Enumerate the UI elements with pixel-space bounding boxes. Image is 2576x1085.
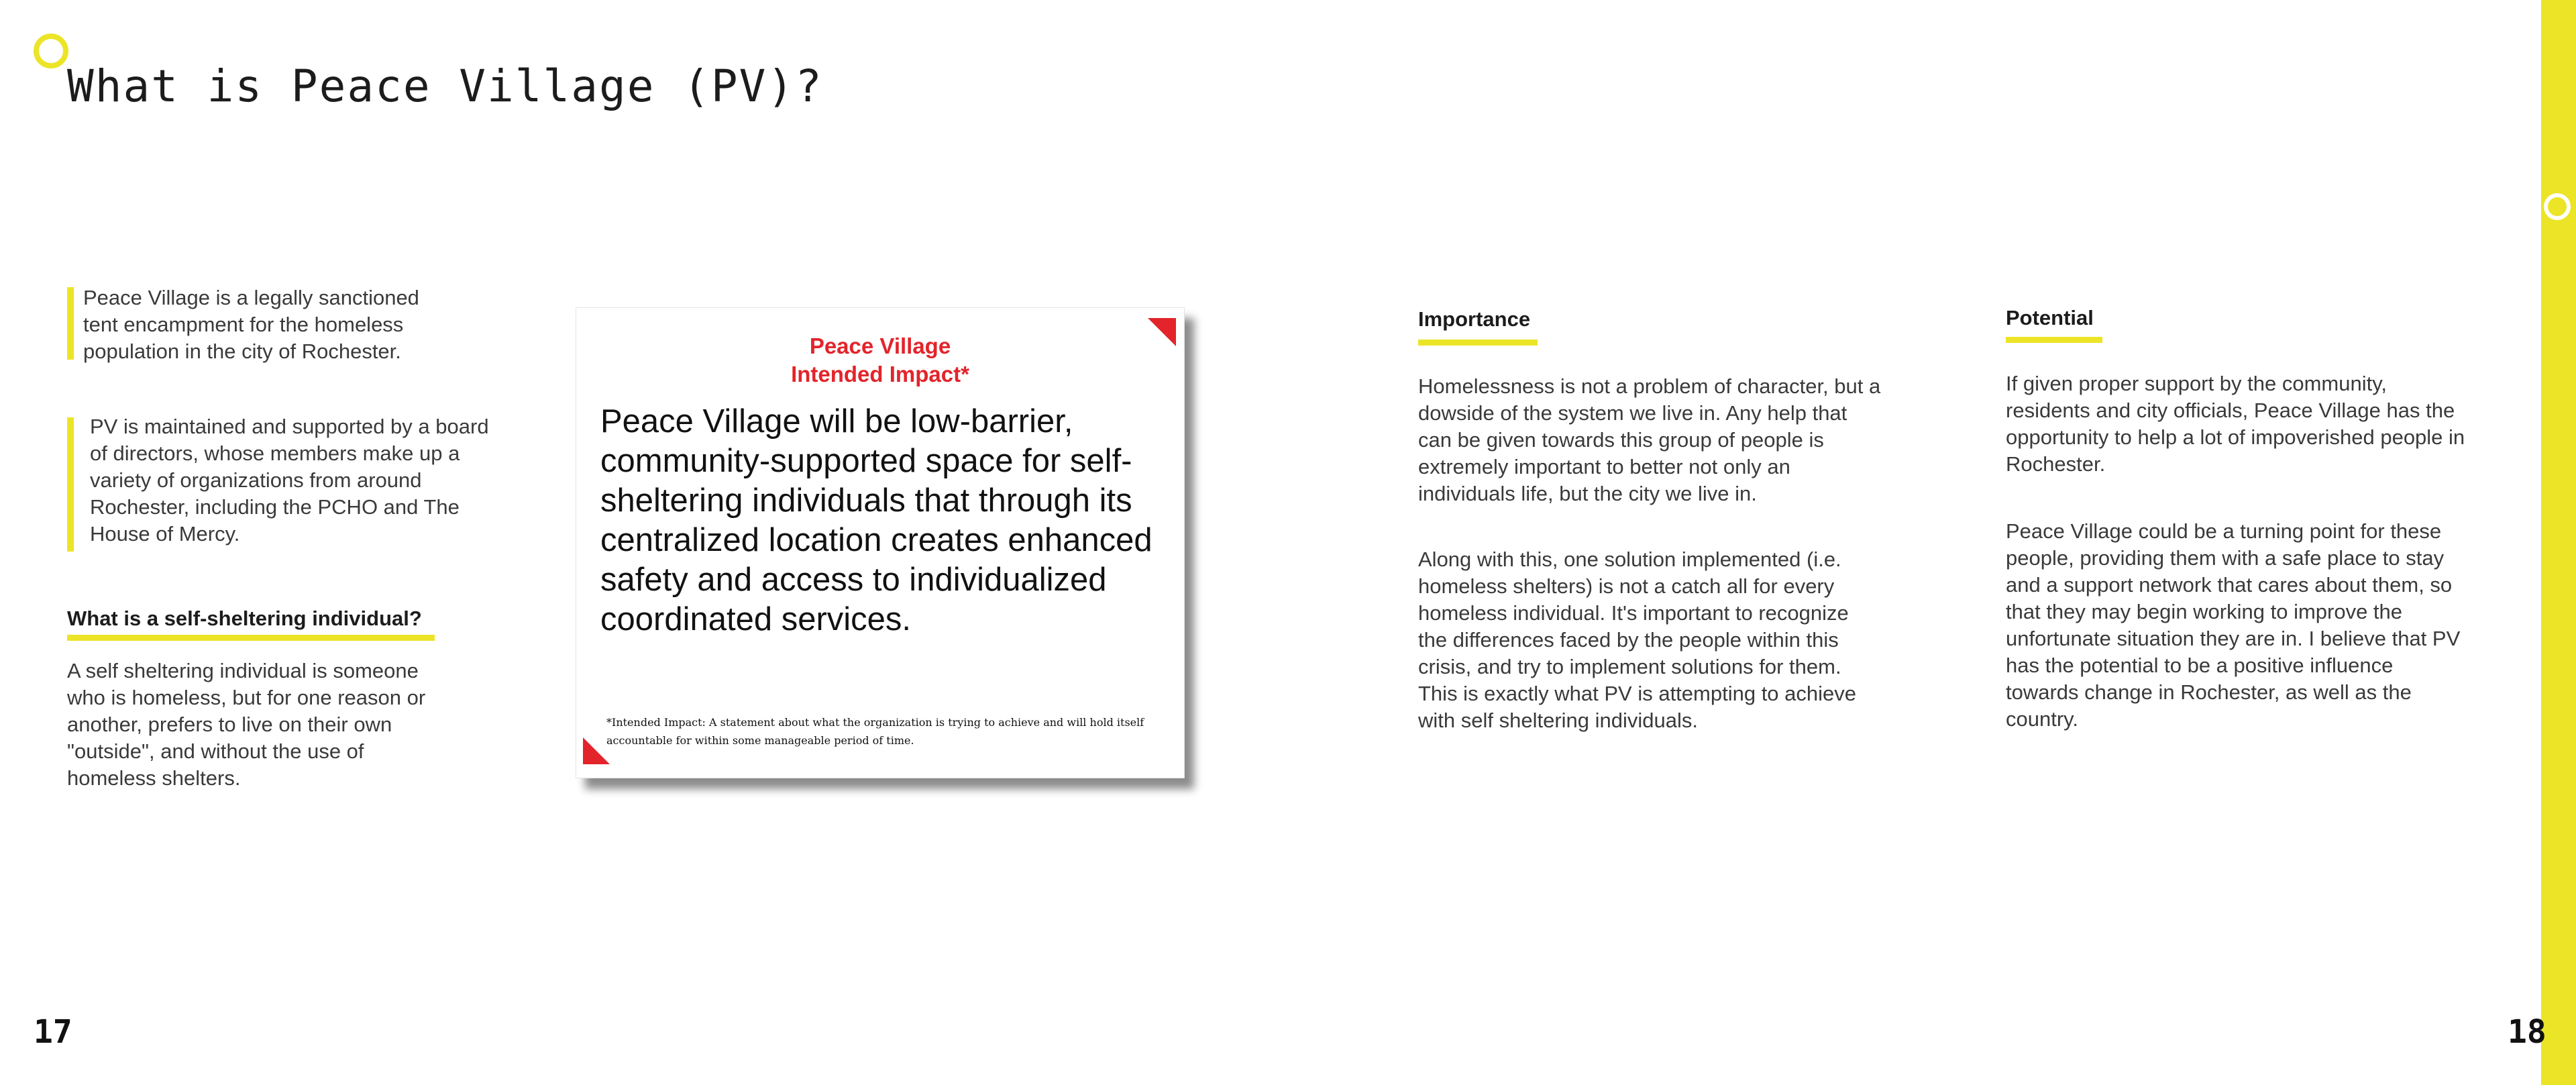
importance-paragraph-1: Homelessness is not a problem of character, but a dowside of the system we live in. Any help that can be given towards this group of people is extremely important to better not only an individuals life, but the city we live in. — [1418, 374, 1881, 505]
intro-paragraph: Peace Village is a legally sanctioned tent encampment for the homeless population in the city of Rochester. — [83, 286, 419, 363]
potential-paragraph-2: Peace Village could be a turning point for these people, providing them with a safe place to stay and a support network that cares about them, so that they may begin working to improve the unfortunate situation they are in. I believe that PV has the potential to be a positive influence towards change in Rochester, as well as the country. — [2006, 519, 2461, 731]
card-title — [576, 332, 1184, 389]
potential-heading: Potential — [2006, 306, 2094, 329]
card-title-line: Intended Impact* — [791, 362, 969, 386]
self-sheltering-definition: A self sheltering individual is someone who is homeless, but for one reason or another, prefers to live on their own "outside", and without the use of homeless shelters. — [67, 659, 426, 790]
yellow-ring-decoration — [34, 34, 68, 68]
impact-statement: Peace Village will be low-barrier, community-supported space for self-sheltering individuals that through its centralized location creates enhanced safety and access to individualized coordinated services. — [600, 403, 1152, 637]
red-corner-decoration — [583, 737, 610, 764]
page-number-left: 17 — [34, 1013, 72, 1051]
page-number-right: 18 — [2508, 1013, 2546, 1051]
importance-heading: Importance — [1418, 307, 1531, 331]
board-paragraph: PV is maintained and supported by a board of directors, whose members make up a variety of organizations from around Rochester, including the PCHO and The House of Mercy. — [90, 415, 489, 546]
heading-underline — [1418, 340, 1538, 346]
page-title: What is Peace Village (PV)? — [67, 60, 823, 112]
impact-footnote: *Intended Impact: A statement about what the organization is trying to achieve and will hold itself accountable for within some manageable period of time. — [606, 716, 1144, 747]
importance-paragraph-2: Along with this, one solution implemented (i.e. homeless shelters) is not a catch all for every homeless individual. It's important to recognize the differences faced by the people within this crisis, and try to implement solutions for them. This is exactly what PV is attempting to achieve with self sheltering individuals. — [1418, 548, 1857, 732]
self-sheltering-heading: What is a self-sheltering individual? — [67, 607, 422, 630]
yellow-edge-strip — [2541, 0, 2576, 1085]
accent-bar — [67, 287, 74, 360]
heading-underline — [67, 635, 435, 641]
potential-paragraph-1: If given proper support by the community, residents and city officials, Peace Village has the opportunity to help a lot of impoverished people in Rochester. — [2006, 372, 2465, 476]
white-ring-decoration — [2544, 193, 2571, 220]
heading-underline — [2006, 337, 2102, 343]
card-title-line: Peace Village — [809, 333, 951, 358]
intended-impact-card — [576, 307, 1185, 778]
accent-bar — [67, 417, 74, 552]
